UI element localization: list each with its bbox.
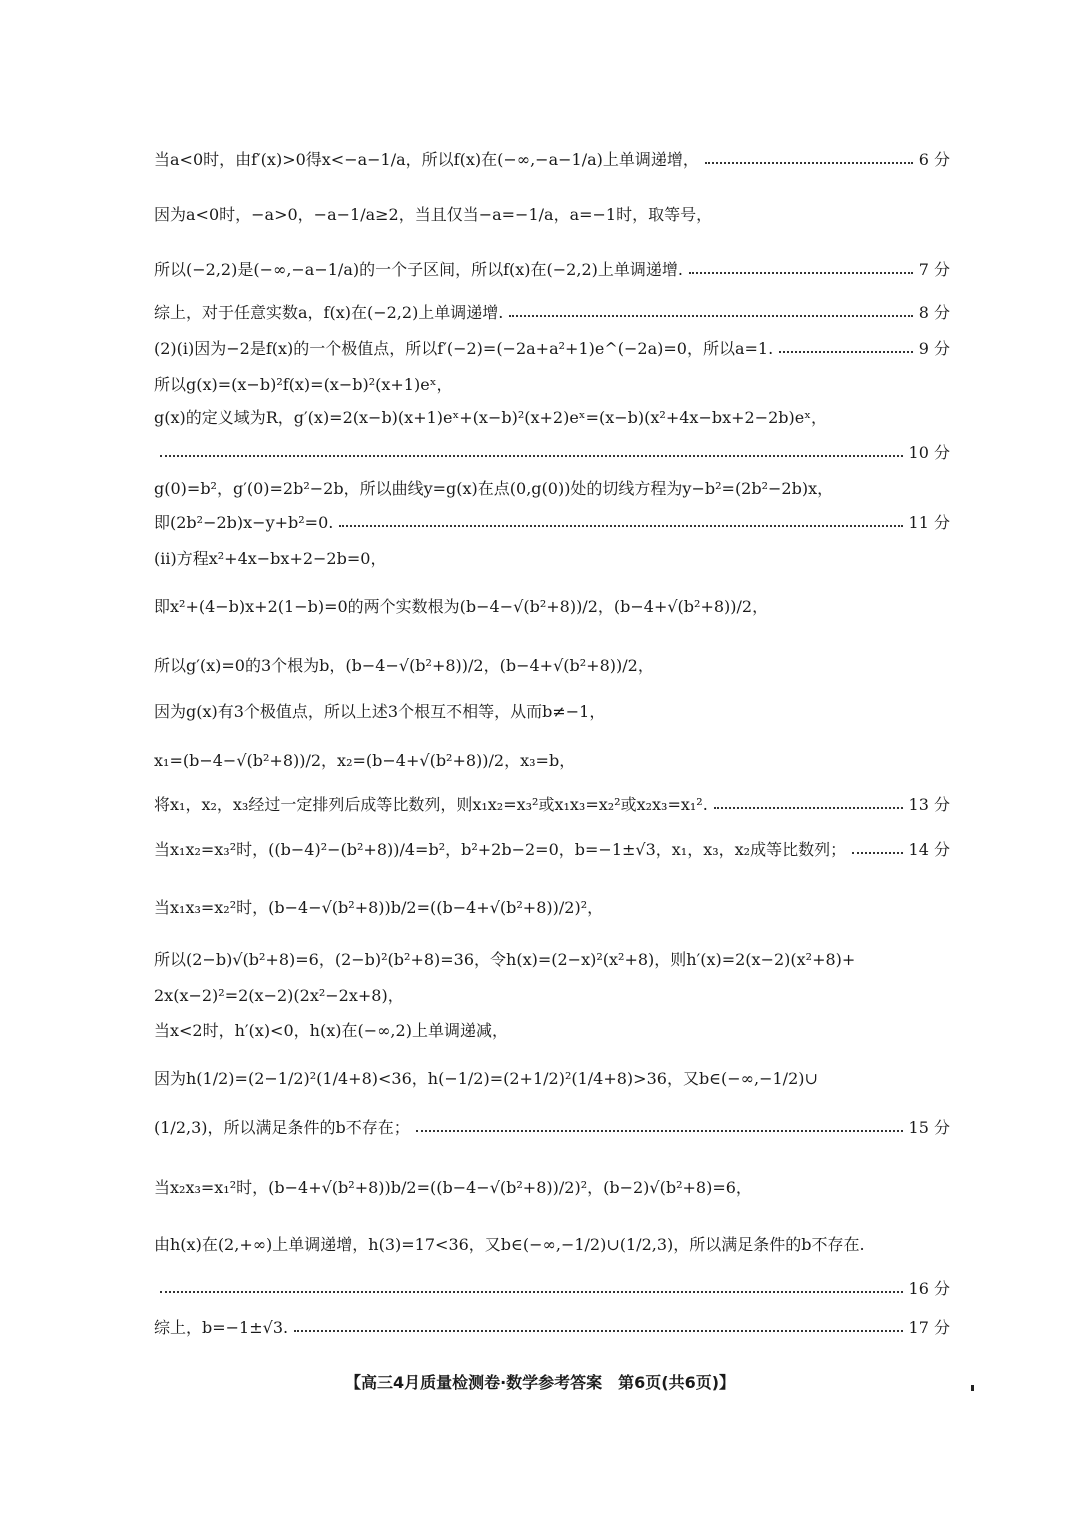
line-text: (2)(ⅰ)因为−2是f(x)的一个极值点，所以f′(−2)=(−2a+a²+1)e^(−2a)=0，所以a=1. — [154, 339, 774, 358]
leader-dots — [339, 521, 902, 527]
line-text: 综上，对于任意实数a，f(x)在(−2,2)上单调递增. — [154, 303, 504, 322]
line-text: 所以g(x)=(x−b)²f(x)=(x−b)²(x+1)eˣ， — [154, 375, 453, 394]
answer-line — [154, 1232, 950, 1255]
score-mark: 10 分 — [908, 443, 950, 462]
score-mark: 16 分 — [908, 1279, 950, 1298]
line-text: 2x(x−2)²=2(x−2)(2x²−2x+8)， — [154, 986, 404, 1005]
line-text: 因为g(x)有3个极值点，所以上述3个根互不相等，从而b≠−1， — [154, 702, 606, 721]
score-mark: 6 分 — [918, 150, 950, 169]
line-text: 所以(−2,2)是(−∞,−a−1/a)的一个子区间，所以f(x)在(−2,2)上单调递增. — [154, 260, 683, 279]
line-text: 当x<2时，h′(x)<0，h(x)在(−∞,2)上单调递减， — [154, 1021, 508, 1040]
answer-line — [154, 947, 950, 970]
answer-line — [154, 1175, 950, 1198]
leader-dots — [416, 1126, 903, 1132]
page-footer: 【高三4月质量检测卷·数学参考答案 第6页(共6页)】 — [344, 1373, 736, 1392]
line-text: 由h(x)在(2,+∞)上单调递增，h(3)=17<36，又b∈(−∞,−1/2)∪(1/2,3)，所以满足条件的b不存在. — [154, 1235, 865, 1254]
score-mark: 17 分 — [908, 1318, 950, 1337]
leader-dots — [779, 347, 913, 353]
line-text: 所以g′(x)=0的3个根为b，(b−4−√(b²+8))/2，(b−4+√(b²+8))/2， — [154, 656, 654, 675]
answer-line — [154, 476, 950, 499]
leader-dots — [509, 311, 912, 317]
score-mark: 11 分 — [908, 513, 950, 532]
answer-line — [154, 440, 950, 463]
answer-line — [154, 653, 950, 676]
leader-dots — [160, 1287, 903, 1293]
leader-dots — [294, 1326, 902, 1332]
answer-line — [154, 895, 950, 918]
answer-line — [154, 792, 950, 815]
score-mark: 9 分 — [918, 339, 950, 358]
answer-line — [154, 1315, 950, 1338]
line-text: 当a<0时，由f′(x)>0得x<−a−1/a，所以f(x)在(−∞,−a−1/a)上单调递增， — [154, 150, 699, 169]
line-text: 所以(2−b)√(b²+8)=6，(2−b)²(b²+8)=36，令h(x)=(2−x)²(x²+8)，则h′(x)=2(x−2)(x²+8)+ — [154, 950, 856, 969]
answer-line — [154, 546, 950, 569]
line-text: g(0)=b²，g′(0)=2b²−2b，所以曲线y=g(x)在点(0,g(0))处的切线方程为y−b²=(2b²−2b)x， — [154, 479, 834, 498]
answer-line — [154, 405, 950, 428]
leader-dots — [714, 803, 903, 809]
answer-line — [154, 1276, 950, 1299]
answer-line — [154, 510, 950, 533]
line-text: 即x²+(4−b)x+2(1−b)=0的两个实数根为(b−4−√(b²+8))/2，(b−4+√(b²+8))/2， — [154, 597, 769, 616]
leader-dots — [705, 158, 913, 164]
line-text: 将x₁，x₂，x₃经过一定排列后成等比数列，则x₁x₂=x₃²或x₁x₃=x₂²或x₂x₃=x₁². — [154, 795, 708, 814]
line-text: 当x₁x₃=x₂²时，(b−4−√(b²+8))b/2=((b−4+√(b²+8))/2)²， — [154, 898, 604, 917]
scan-speck — [971, 1385, 974, 1391]
answer-line — [154, 983, 950, 1006]
answer-line — [154, 594, 950, 617]
line-text: 当x₂x₃=x₁²时，(b−4+√(b²+8))b/2=((b−4−√(b²+8))/2)²，(b−2)√(b²+8)=6， — [154, 1178, 752, 1197]
leader-dots — [852, 848, 902, 854]
line-text: g(x)的定义域为R，g′(x)=2(x−b)(x+1)eˣ+(x−b)²(x+2)eˣ=(x−b)(x²+4x−bx+2−2b)eˣ， — [154, 408, 828, 427]
answer-line — [154, 336, 950, 359]
line-text: (ⅱ)方程x²+4x−bx+2−2b=0， — [154, 549, 387, 568]
answer-line — [154, 202, 950, 225]
leader-dots — [160, 451, 903, 457]
line-text: (1/2,3)，所以满足条件的b不存在； — [154, 1118, 410, 1137]
line-text: 综上，b=−1±√3. — [154, 1318, 289, 1337]
score-mark: 15 分 — [908, 1118, 950, 1137]
answer-line — [154, 372, 950, 395]
line-text: x₁=(b−4−√(b²+8))/2，x₂=(b−4+√(b²+8))/2，x₃=b， — [154, 751, 576, 770]
line-text: 因为a<0时，−a>0，−a−1/a≥2，当且仅当−a=−1/a，a=−1时，取等号， — [154, 205, 713, 224]
answer-line — [154, 699, 950, 722]
answer-line — [154, 1066, 950, 1089]
answer-line — [154, 748, 950, 771]
score-mark: 7 分 — [918, 260, 950, 279]
answer-line — [154, 837, 950, 860]
answer-line — [154, 1018, 950, 1041]
answer-line — [154, 300, 950, 323]
score-mark: 8 分 — [918, 303, 950, 322]
answer-line — [154, 147, 950, 170]
score-mark: 13 分 — [908, 795, 950, 814]
answer-line — [154, 1115, 950, 1138]
line-text: 因为h(1/2)=(2−1/2)²(1/4+8)<36，h(−1/2)=(2+1/2)²(1/4+8)>36，又b∈(−∞,−1/2)∪ — [154, 1069, 818, 1088]
line-text: 即(2b²−2b)x−y+b²=0. — [154, 513, 334, 532]
line-text: 当x₁x₂=x₃²时，((b−4)²−(b²+8))/4=b²，b²+2b−2=0，b=−1±√3，x₁，x₃，x₂成等比数列； — [154, 840, 847, 859]
score-mark: 14 分 — [908, 840, 950, 859]
answer-line — [154, 257, 950, 280]
leader-dots — [689, 268, 913, 274]
